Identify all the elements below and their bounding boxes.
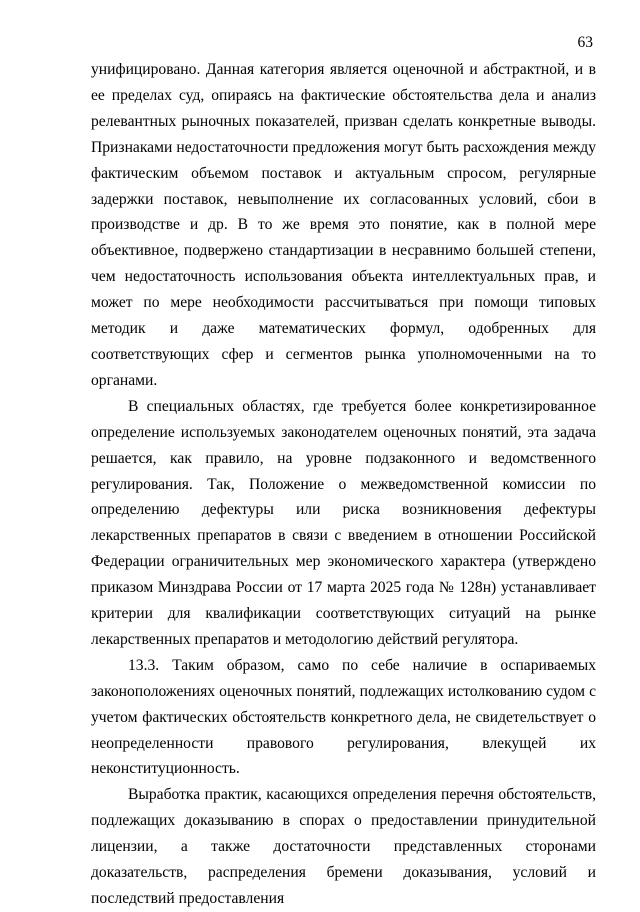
paragraph-continuation: унифицировано. Данная категория является оценочной и абстрактной, и в ее пределах суд, опираясь на фактические обстоятельства дела и анализ релевантных рыночных показателей, призван сделать конкретные выводы. Признаками недостаточности предложения могут быть расхождения между фактическим объемом поставок и актуальным спросом, регулярные задержки поставок, невыполнение их согласованных условий, сбои в производстве и др. В то же время это понятие, как в полной мере объективное, подвержено стандартизации в несравнимо большей степени, чем недостаточность использования объекта интеллектуальных прав, и может по мере необходимости рассчитываться при помощи типовых методик и даже математических формул, одобренных для соответствующих сфер и сегментов рынка уполномоченными на то органами. [91,61,596,389]
paragraph-practice-development: Выработка практик, касающихся определения перечня обстоятельств, подлежащих доказыванию в спорах о предоставлении принудительной лицензии, а также достаточности представленных сторонами доказательств, распределения бремени доказывания, условий и последствий предоставления [91,786,596,907]
page-number: 63 [577,34,593,51]
document-body [91,57,596,912]
paragraph-special-areas: В специальных областях, где требуется более конкретизированное определение используемых законодателем оценочных понятий, эта задача решается, как правило, на уровне подзаконного и ведомственного регулирования. Так, Положение о межведомственной комиссии по определению дефектуры или риска возникновения дефектуры лекарственных препаратов в связи с введением в отношении Российской Федерации ограничительных мер экономического характера (утверждено приказом Минздрава России от 17 марта 2025 года № 128н) устанавливает критерии для квалификации соответствующих ситуаций на рынке лекарственных препаратов и методологию действий регулятора. [91,397,596,648]
paragraph-section-13-3: 13.3. Таким образом, само по себе наличие в оспариваемых законоположениях оценочных понятий, подлежащих истолкованию судом с учетом фактических обстоятельств конкретного дела, не свидетельствует о неопределенности правового регулирования, влекущей их неконституционность. [91,656,596,778]
